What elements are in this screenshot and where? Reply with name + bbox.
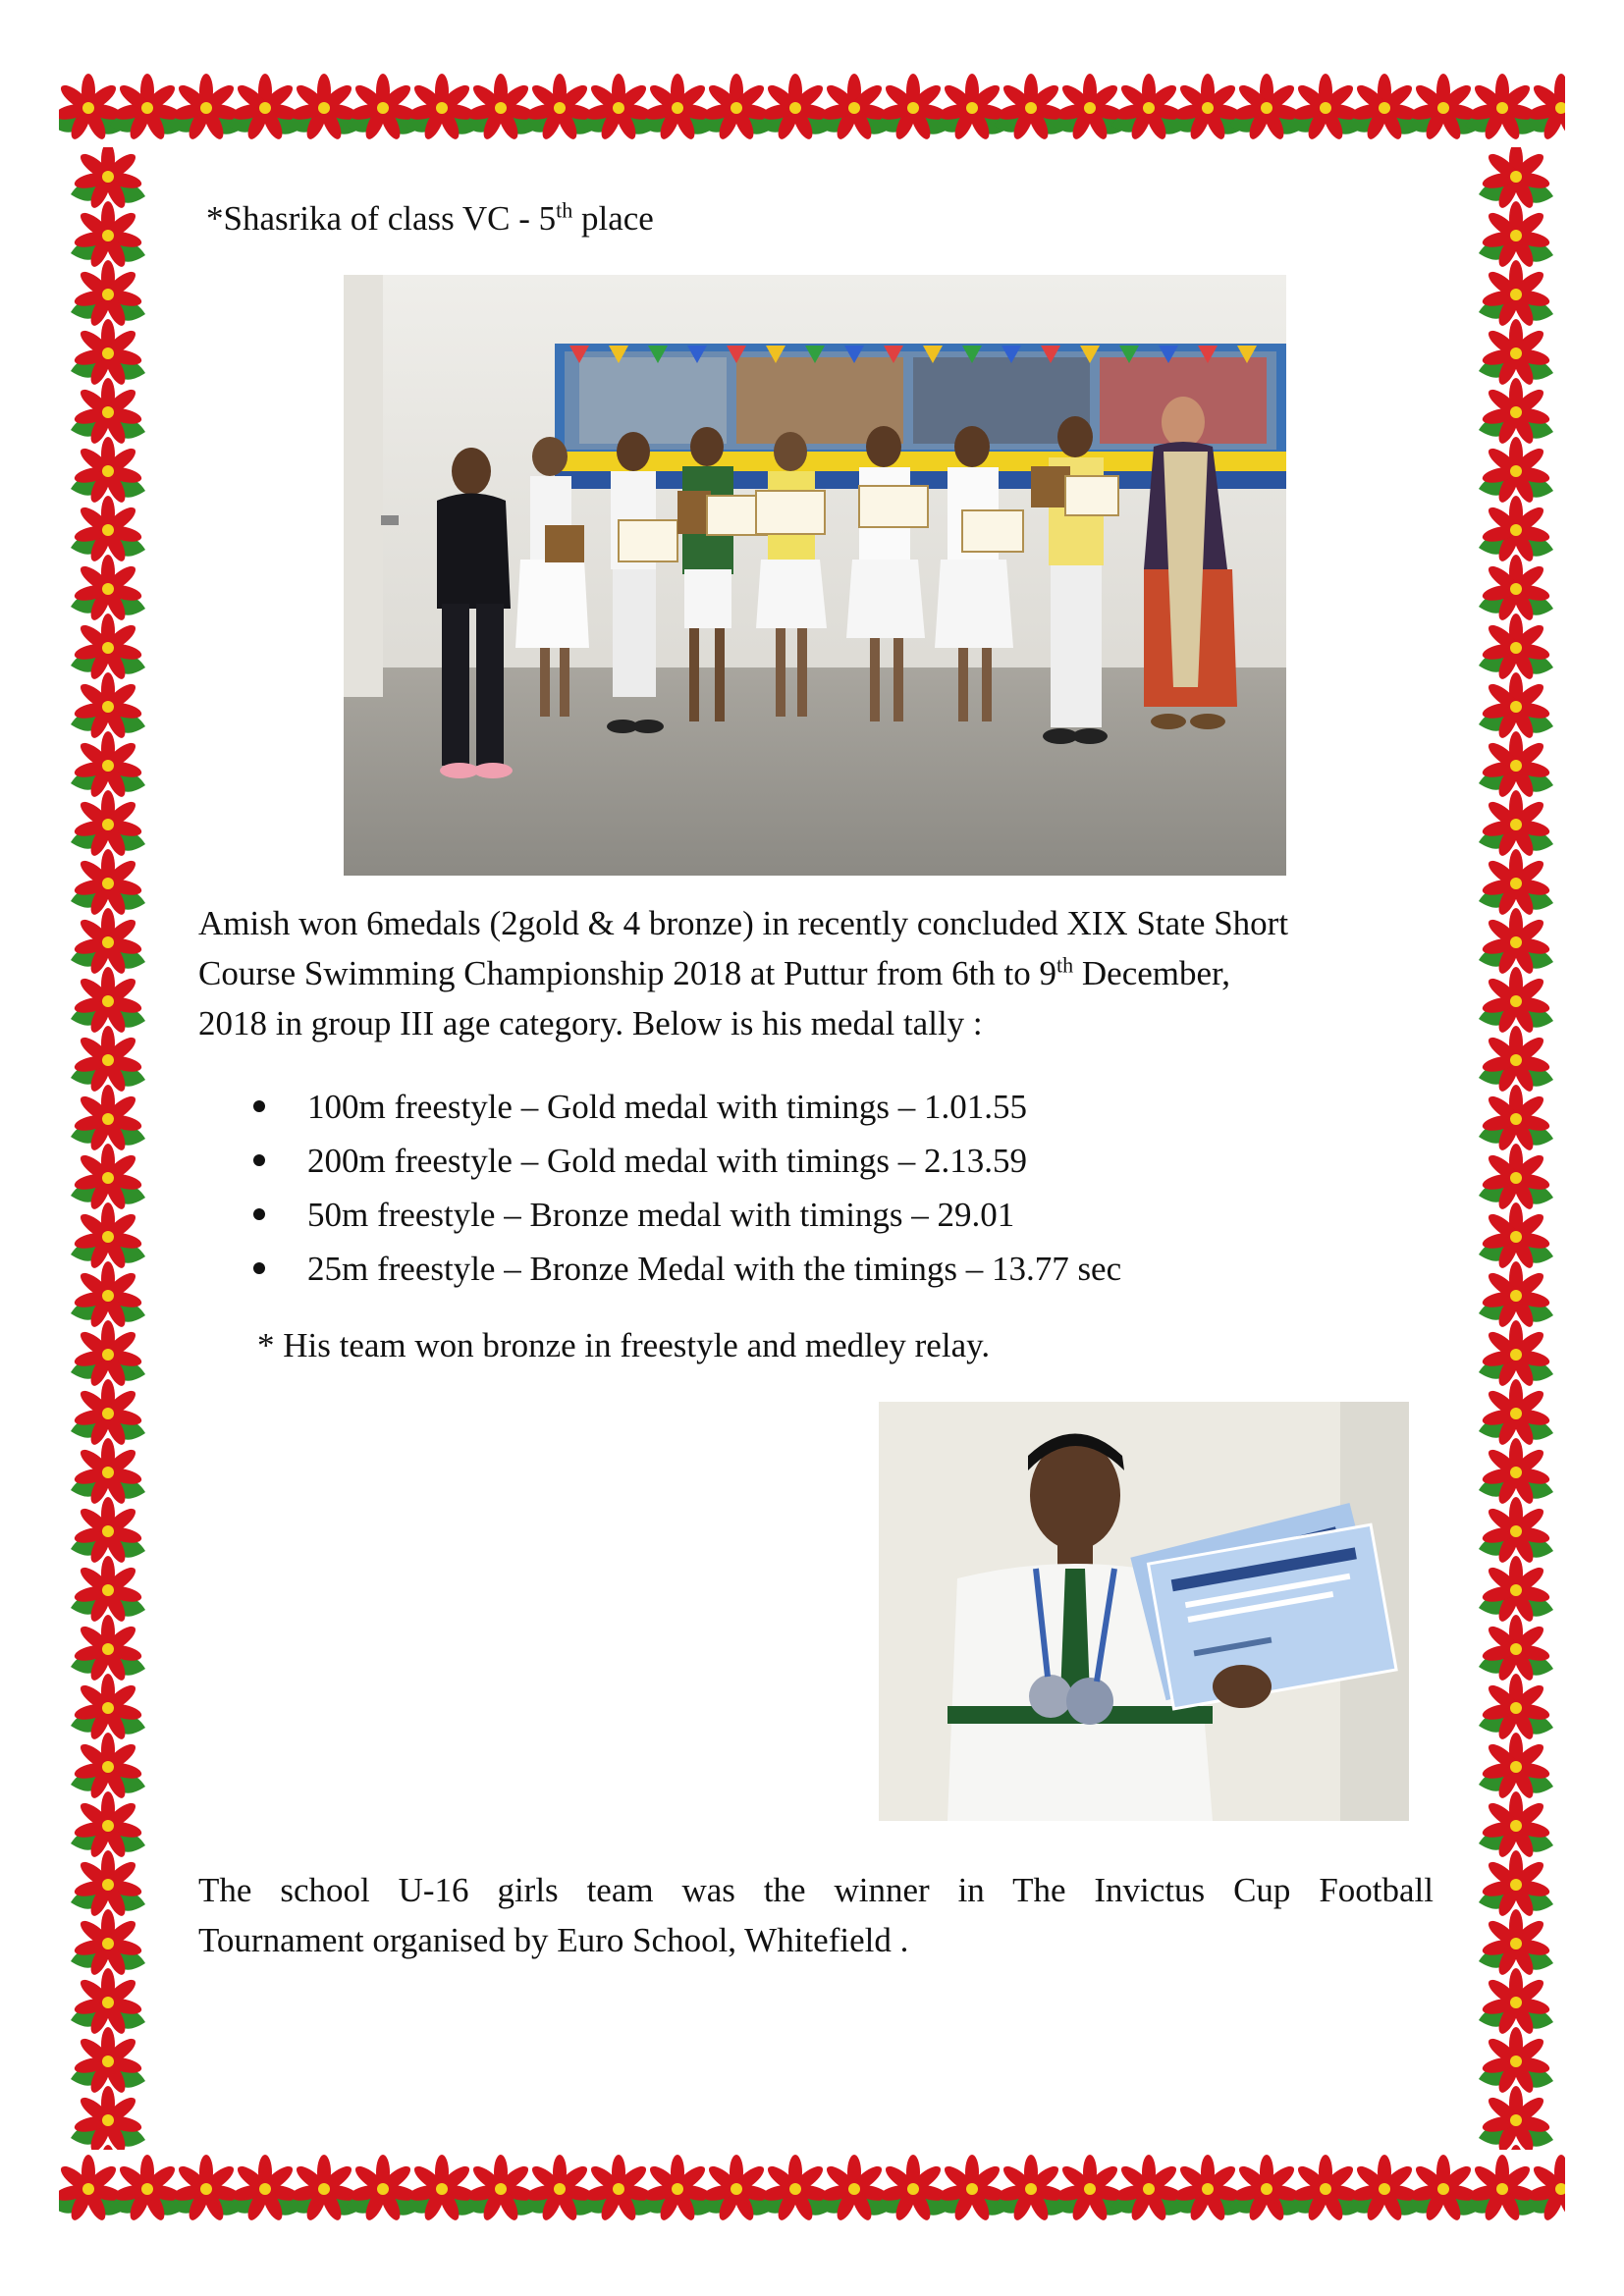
medal-item-text: 200m freestyle – Gold medal with timings – 2.13.59 — [307, 1142, 1027, 1180]
list-item — [253, 1188, 1121, 1242]
amish-line-2 — [198, 948, 1475, 998]
shasrika-text: *Shasrika of class VC - 5 — [206, 199, 557, 238]
amish-paragraph — [198, 898, 1475, 1048]
medal-tally-list — [253, 1080, 1121, 1296]
medal-item-text: 100m freestyle – Gold medal with timings – 1.01.55 — [307, 1088, 1027, 1126]
medal-item-text: 25m freestyle – Bronze Medal with the timings – 13.77 sec — [307, 1250, 1122, 1288]
border-left-poinsettia-icon — [59, 147, 157, 2150]
amish-line-2-text: Course Swimming Championship 2018 at Puttur from 6th to 9 — [198, 954, 1057, 992]
amish-line-1: Amish won 6medals (2gold & 4 bronze) in recently concluded XIX State Short — [198, 904, 1289, 942]
group-photo — [344, 275, 1286, 876]
relay-line: * His team won bronze in freestyle and medley relay. — [257, 1326, 991, 1364]
bullet-icon — [253, 1100, 265, 1112]
bullet-icon — [253, 1262, 265, 1274]
list-item — [253, 1134, 1121, 1188]
amish-line-2-sup: th — [1056, 952, 1074, 978]
medal-item-text: 50m freestyle – Bronze medal with timings – 29.01 — [307, 1196, 1015, 1234]
amish-certificates-photo-icon — [879, 1402, 1409, 1821]
border-right-poinsettia-icon — [1467, 147, 1565, 2150]
border-bottom-poinsettia-icon — [59, 2140, 1565, 2238]
bullet-icon — [253, 1208, 265, 1220]
football-line-1: The school U-16 girls team was the winner in The Invictus Cup Football — [198, 1871, 1434, 1909]
amish-line-2-text-post: December, — [1073, 954, 1231, 992]
shasrika-text-post: place — [572, 199, 654, 238]
amish-line-3: 2018 in group III age category. Below is his medal tally : — [198, 1004, 983, 1042]
list-item — [253, 1080, 1121, 1134]
group-photo-icon — [344, 275, 1286, 876]
list-item — [253, 1242, 1121, 1296]
football-paragraph — [198, 1865, 1434, 1965]
amish-photo — [879, 1402, 1409, 1821]
football-line-2: Tournament organised by Euro School, Whitefield . — [198, 1921, 909, 1959]
bullet-icon — [253, 1154, 265, 1166]
shasrika-line — [206, 193, 654, 243]
border-top-poinsettia-icon — [59, 59, 1565, 157]
shasrika-sup: th — [556, 197, 573, 223]
